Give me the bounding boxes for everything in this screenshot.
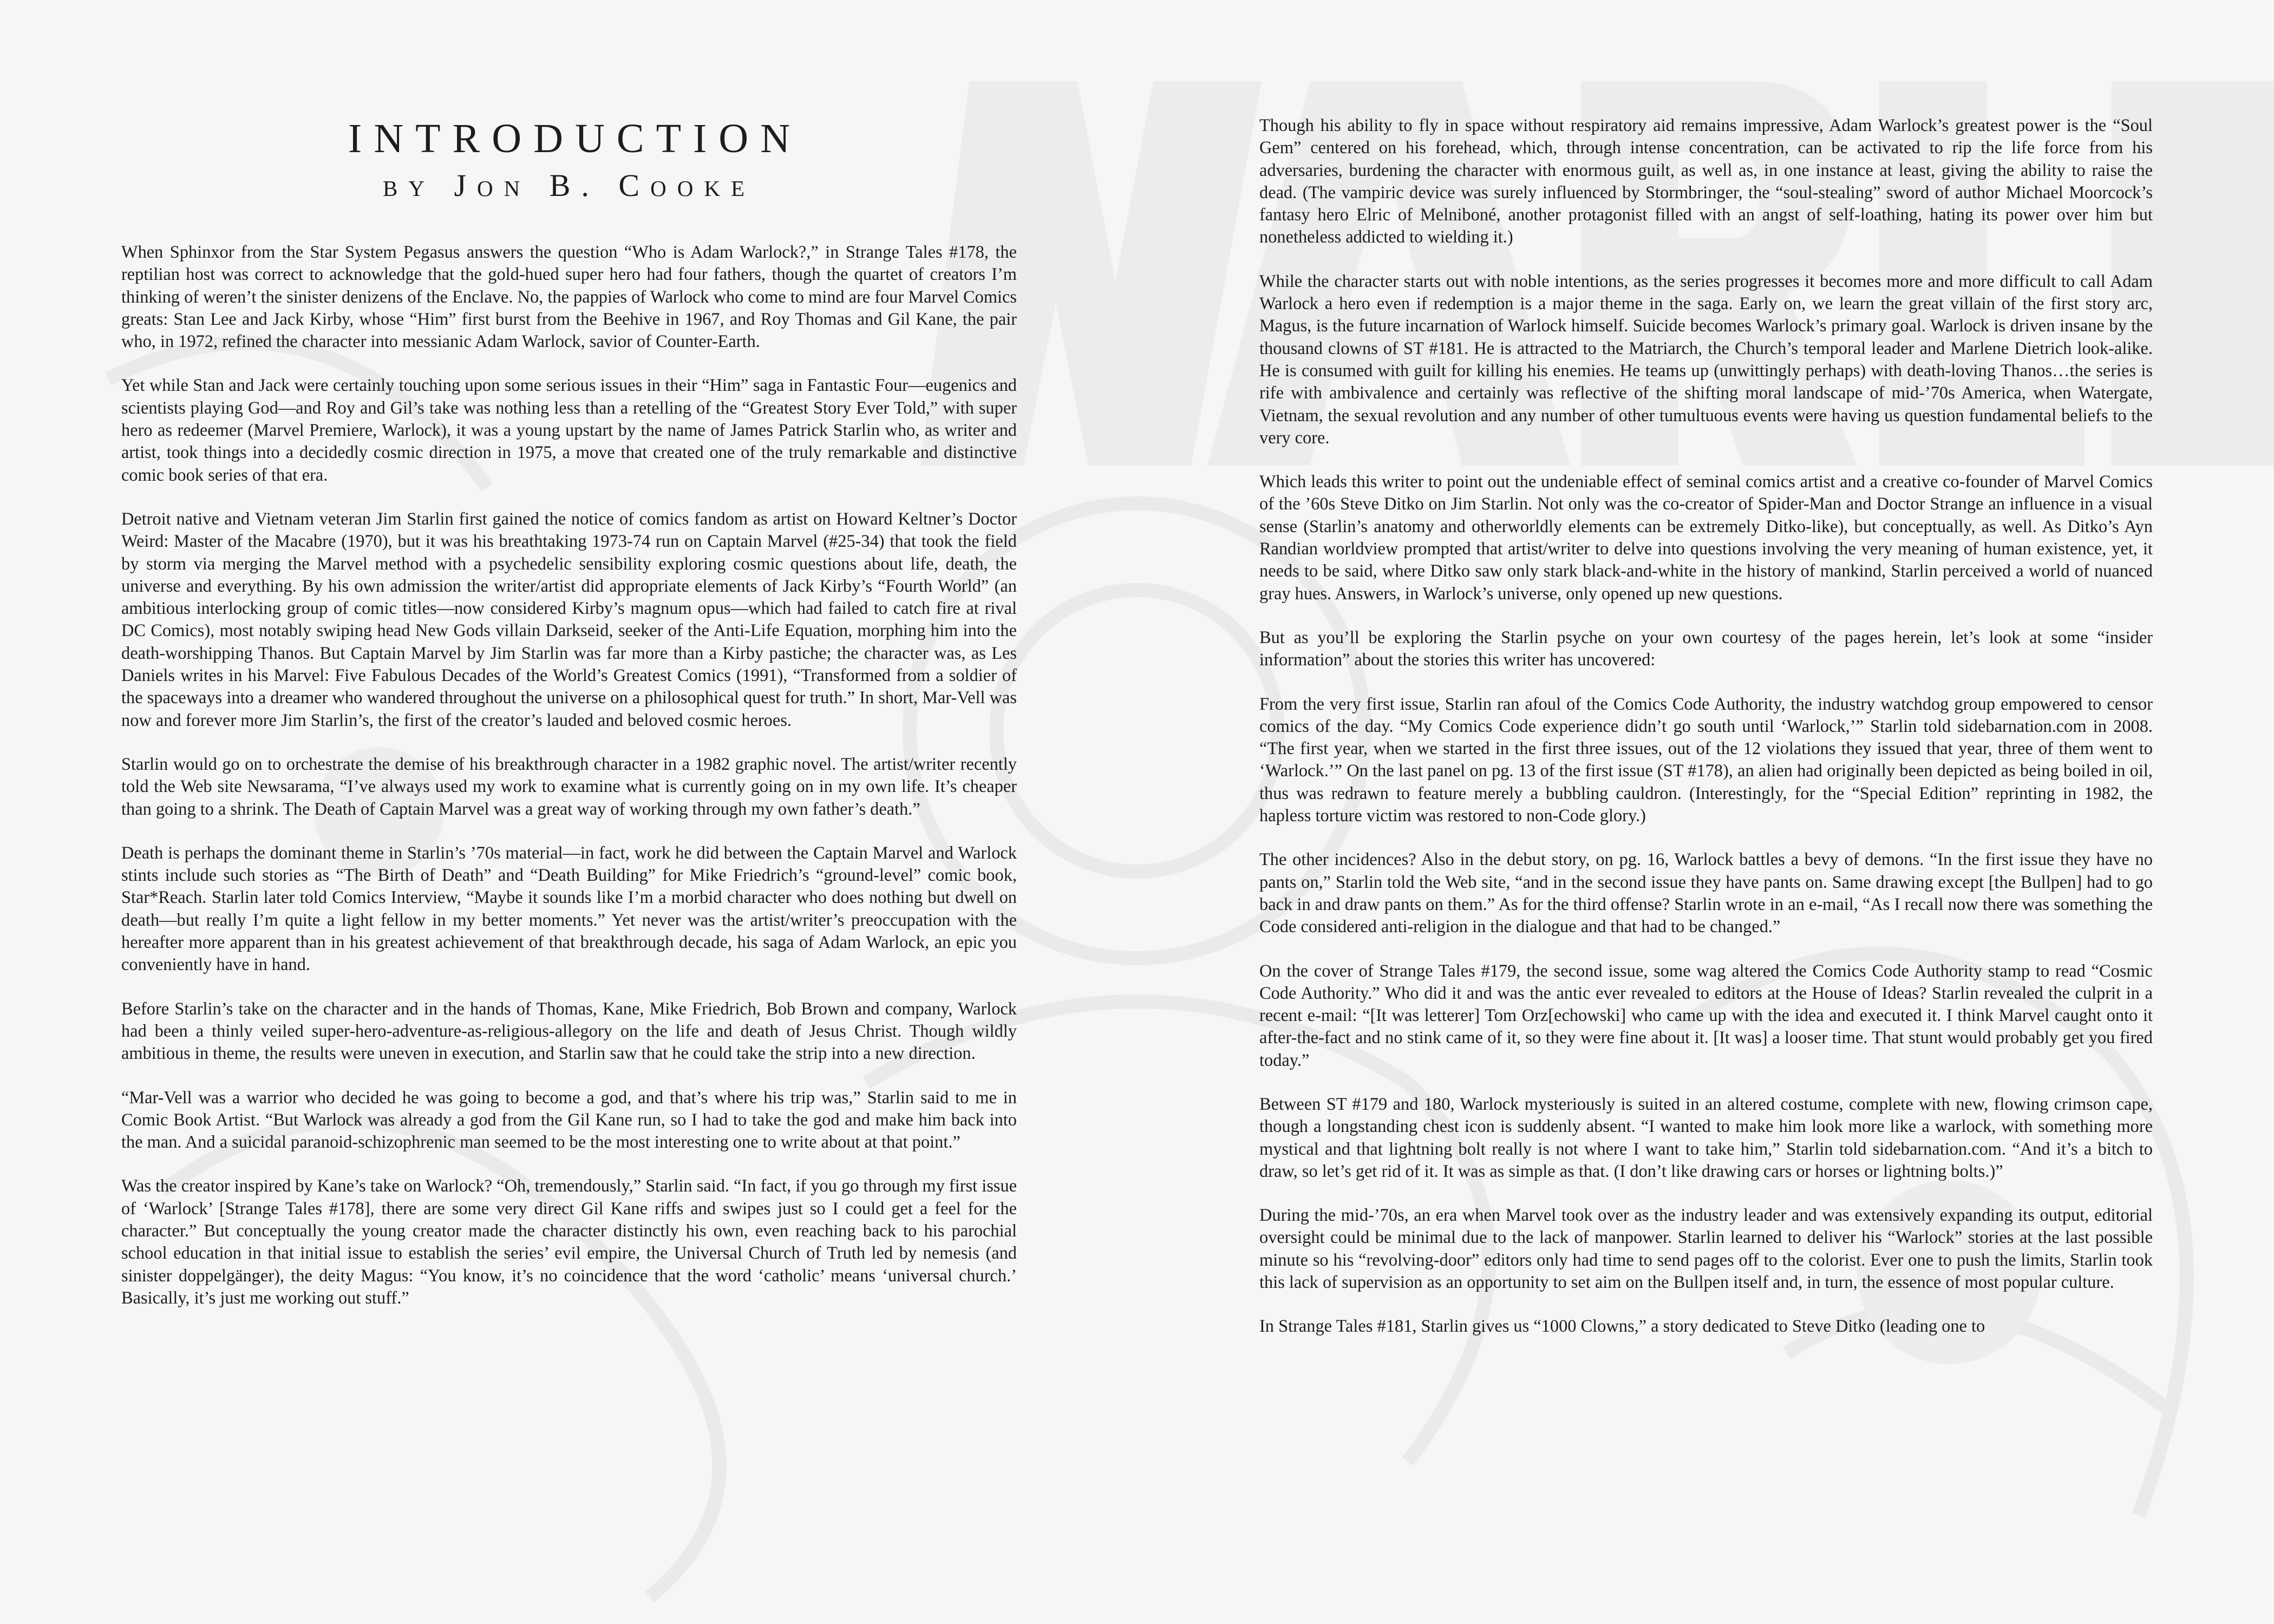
right-column <box>1259 0 2153 1360</box>
body-paragraph: Before Starlin’s take on the character and in the hands of Thomas, Kane, Mike Friedrich, Bob Brown and company, Warlock had been a thinly veiled super-hero-adventure-as-religious-allegory on the life and death of Jesus Christ. Though wildly ambitious in theme, the results were uneven in execution, and Starlin saw that he could take the strip into a new direction. <box>121 999 1017 1064</box>
body-paragraph: Between ST #179 and 180, Warlock mysteriously is suited in an altered costume, complete with new, flowing crimson cape, though a longstanding chest icon is suddenly absent. “I wanted to make him look more like a warlock, with something more mystical and that lightning bolt really is not where I want to take him,” Starlin told sidebarnation.com. “And it’s a bitch to draw, so let’s get rid of it. It was as simple as that. (I don’t like drawing cars or horses or lightning bolts.)” <box>1259 1094 2153 1181</box>
body-paragraph: In Strange Tales #181, Starlin gives us “1000 Clowns,” a story dedicated to Steve Ditko (leading one to <box>1259 1317 1985 1337</box>
page-title: INTRODUCTION <box>348 116 802 161</box>
body-paragraph: Which leads this writer to point out the undeniable effect of seminal comics artist and a creative co-founder of Marvel Comics of the ’60s Steve Ditko on Jim Starlin. Not only was the co-creator of Spider-Man and Doctor Strange an influence in a visual sense (Starlin’s anatomy and otherworldly elements can be extremely Ditko-like), but conceptually, as well. As Ditko’s Ayn Randian worldview prompted that artist/writer to delve into questions involving the very meaning of human existence, yet, it needs to be said, where Ditko saw only stark black-and-white in the history of mankind, Starlin perceived a world of nuanced gray hues. Answers, in Warlock’s universe, only opened up new questions. <box>1259 472 2153 604</box>
body-paragraph: Yet while Stan and Jack were certainly touching upon some serious issues in their “Him” saga in Fantastic Four—eugenics and scientists playing God—and Roy and Gil’s take was nothing less than a retelling of the “Greatest Story Ever Told,” with super hero as redeemer (Marvel Premiere, Warlock), it was a young upstart by the name of James Patrick Starlin who, as writer and artist, took things into a decidedly cosmic direction in 1975, a move that created one of the truly remarkable and distinctive comic book series of that era. <box>121 376 1017 485</box>
body-paragraph: When Sphinxor from the Star System Pegasus answers the question “Who is Adam Warlock?,” in Strange Tales #178, the reptilian host was correct to acknowledge that the gold-hued super hero had four fathers, though the quartet of creators I’m thinking of weren’t the sinister denizens of the Enclave. No, the pappies of Warlock who come to mind are four Marvel Comics greats: Stan Lee and Jack Kirby, whose “Him” first burst from the Beehive in 1967, and Roy Thomas and Gil Kane, the pair who, in 1972, refined the character into messianic Adam Warlock, savior of Counter-Earth. <box>121 243 1017 352</box>
body-paragraph: The other incidences? Also in the debut story, on pg. 16, Warlock battles a bevy of demons. “In the first issue they have no pants on,” Starlin told the Web site, “and in the second issue they have pants on. Same drawing except [the Bullpen] had to go back in and draw pants on them.” As for the third offense? Starlin wrote in an e-mail, “As I recall now there was something the Code considered anti-religion in the dialogue and that had to be changed.” <box>1259 850 2153 937</box>
title-block <box>121 0 1017 206</box>
body-paragraph: Starlin would go on to orchestrate the demise of his breakthrough character in a 1982 graphic novel. The artist/writer recently told the Web site Newsarama, “I’ve always used my work to examine what is currently going on in my own life. It’s cheaper than going to a shrink. The Death of Captain Marvel was a great way of working through my own father’s death.” <box>121 754 1017 819</box>
body-paragraph: But as you’ll be exploring the Starlin psyche on your own courtesy of the pages herein, let’s look at some “insider information” about the stories this writer has uncovered: <box>1259 627 2153 670</box>
body-paragraph: Detroit native and Vietnam veteran Jim Starlin first gained the notice of comics fandom as artist on Howard Keltner’s Doctor Weird: Master of the Macabre (1970), but it was his breathtaking 1973-74 run on Captain Marvel (#25-34) that took the field by storm via merging the Marvel method with a psychedelic sensibility exploring cosmic questions about life, death, the universe and everything. By his own admission the writer/artist did appropriate elements of Jack Kirby’s “Fourth World” (an ambitious interlocking group of comic titles—now considered Kirby’s magnum opus—which had failed to catch fire at rival DC Comics), most notably swiping head New Gods villain Darkseid, seeker of the Anti-Life Equation, morphing him into the death-worshipping Thanos. But Captain Marvel by Jim Starlin was far more than a Kirby pastiche; the character was, as Les Daniels writes in his Marvel: Five Fabulous Decades of the World’s Greatest Comics (1991), “Transformed from a soldier of the spaceways into a dreamer who wandered throughout the universe on a philosophical quest for truth.” In short, Mar-Vell was now and forever more Jim Starlin’s, the first of the creator’s lauded and beloved cosmic heroes. <box>121 509 1017 730</box>
body-paragraph: Was the creator inspired by Kane’s take on Warlock? “Oh, tremendously,” Starlin said. “In fact, if you go through my first issue of ‘Warlock’ [Strange Tales #178], there are some very direct Gil Kane riffs and swipes just so I could get a feel for the character.” But conceptually the young creator made the character distinctly his own, even reaching back to his parochial school education in that initial issue to establish the series’ evil empire, the Universal Church of Truth led by nemesis (and sinister doppelgänger), the deity Magus: “You know, it’s no coincidence that the word ‘catholic’ means ‘universal church.’ Basically, it’s just me working out stuff.” <box>121 1176 1017 1308</box>
body-paragraph: “Mar-Vell was a warrior who decided he was going to become a god, and that’s where his trip was,” Starlin said to me in Comic Book Artist. “But Warlock was already a god from the Gil Kane run, so I had to take the god and make him back into the man. And a suicidal paranoid-schizophrenic man seemed to be the most interesting one to write about at that point.” <box>121 1088 1017 1152</box>
left-column <box>121 0 1017 1331</box>
body-paragraph: Death is perhaps the dominant theme in Starlin’s ’70s material—in fact, work he did between the Captain Marvel and Warlock stints include such stories as “The Birth of Death” and “Death Building” for Mike Friedrich’s “ground-level” comic book, Star*Reach. Starlin later told Comics Interview, “Maybe it sounds like I’m a morbid character who does nothing but dwell on death—but really I’m quite a light fellow in my better moments.” Yet never was the artist/writer’s preoccupation with the hereafter more apparent than in his greatest achievement of that breakthrough decade, his saga of Adam Warlock, an epic you conveniently have in hand. <box>121 843 1017 975</box>
byline: by Jon B. Cooke <box>383 168 755 203</box>
body-paragraph: During the mid-’70s, an era when Marvel took over as the industry leader and was extensively expanding its output, editorial oversight could be minimal due to the lack of manpower. Starlin learned to deliver his “Warlock” stories at the last possible minute so his “revolving-door” editors only had time to send pages off to the colorist. Ever one to push the limits, Starlin took this lack of supervision as an opportunity to set aim on the Bullpen itself and, in turn, the essence of most popular culture. <box>1259 1206 2153 1293</box>
body-paragraph: From the very first issue, Starlin ran afoul of the Comics Code Authority, the industry watchdog group empowered to censor comics of the day. “My Comics Code experience didn’t go south until ‘Warlock,’” Starlin told sidebarnation.com in 2008. “The first year, when we started in the first three issues, out of the 12 violations they issued that year, three of them went to ‘Warlock.’” On the last panel on pg. 13 of the first issue (ST #178), an alien had originally been depicted as being boiled in oil, thus was redrawn to feature merely a bubbling cauldron. (Interestingly, for the “Special Edition” reprinting in 1982, the hapless torture victim was restored to non-Code glory.) <box>1259 694 2153 826</box>
body-paragraph: While the character starts out with noble intentions, as the series progresses it becomes more and more difficult to call Adam Warlock a hero even if redemption is a major theme in the saga. Early on, we learn the great villain of the first story arc, Magus, is the future incarnation of Warlock himself. Suicide becomes Warlock’s primary goal. Warlock is driven insane by the thousand clowns of ST #181. He is attracted to the Matriarch, the Church’s temporal leader and Marlene Dietrich look-alike. He is consumed with guilt for killing his enemies. He teams up (unwittingly perhaps) with death-loving Thanos…the series is rife with ambivalence and certainly was reflective of the shifting moral landscape of mid-’70s America, when Watergate, Vietnam, the sexual revolution and any number of other tumultuous events were having us question fundamental beliefs to the very core. <box>1259 271 2153 448</box>
body-paragraph: On the cover of Strange Tales #179, the second issue, some wag altered the Comics Code Authority stamp to read “Cosmic Code Authority.” Who did it and was the antic ever revealed to editors at the House of Ideas? Starlin revealed the culprit in a recent e-mail: “[It was letterer] Tom Orz[echowski] who came up with the idea and executed it. I think Marvel caught onto it after-the-fact and no stink came of it, so they were fine about it. [It was] a looser time. That stunt would probably get you fired today.” <box>1259 961 2153 1070</box>
body-paragraph: Though his ability to fly in space without respiratory aid remains impressive, Adam Warlock’s greatest power is the “Soul Gem” centered on his forehead, which, through intense concentration, can be activated to rip the life force from his adversaries, burdening the character with enormous guilt, as well as, in one instance at least, giving the ability to raise the dead. (The vampiric device was surely influenced by Stormbringer, the “soul-stealing” sword of author Michael Moorcock’s fantasy hero Elric of Melniboné, another protagonist filled with an angst of self-loathing, hating its power over him but nonetheless addicted to wielding it.) <box>1259 116 2153 247</box>
